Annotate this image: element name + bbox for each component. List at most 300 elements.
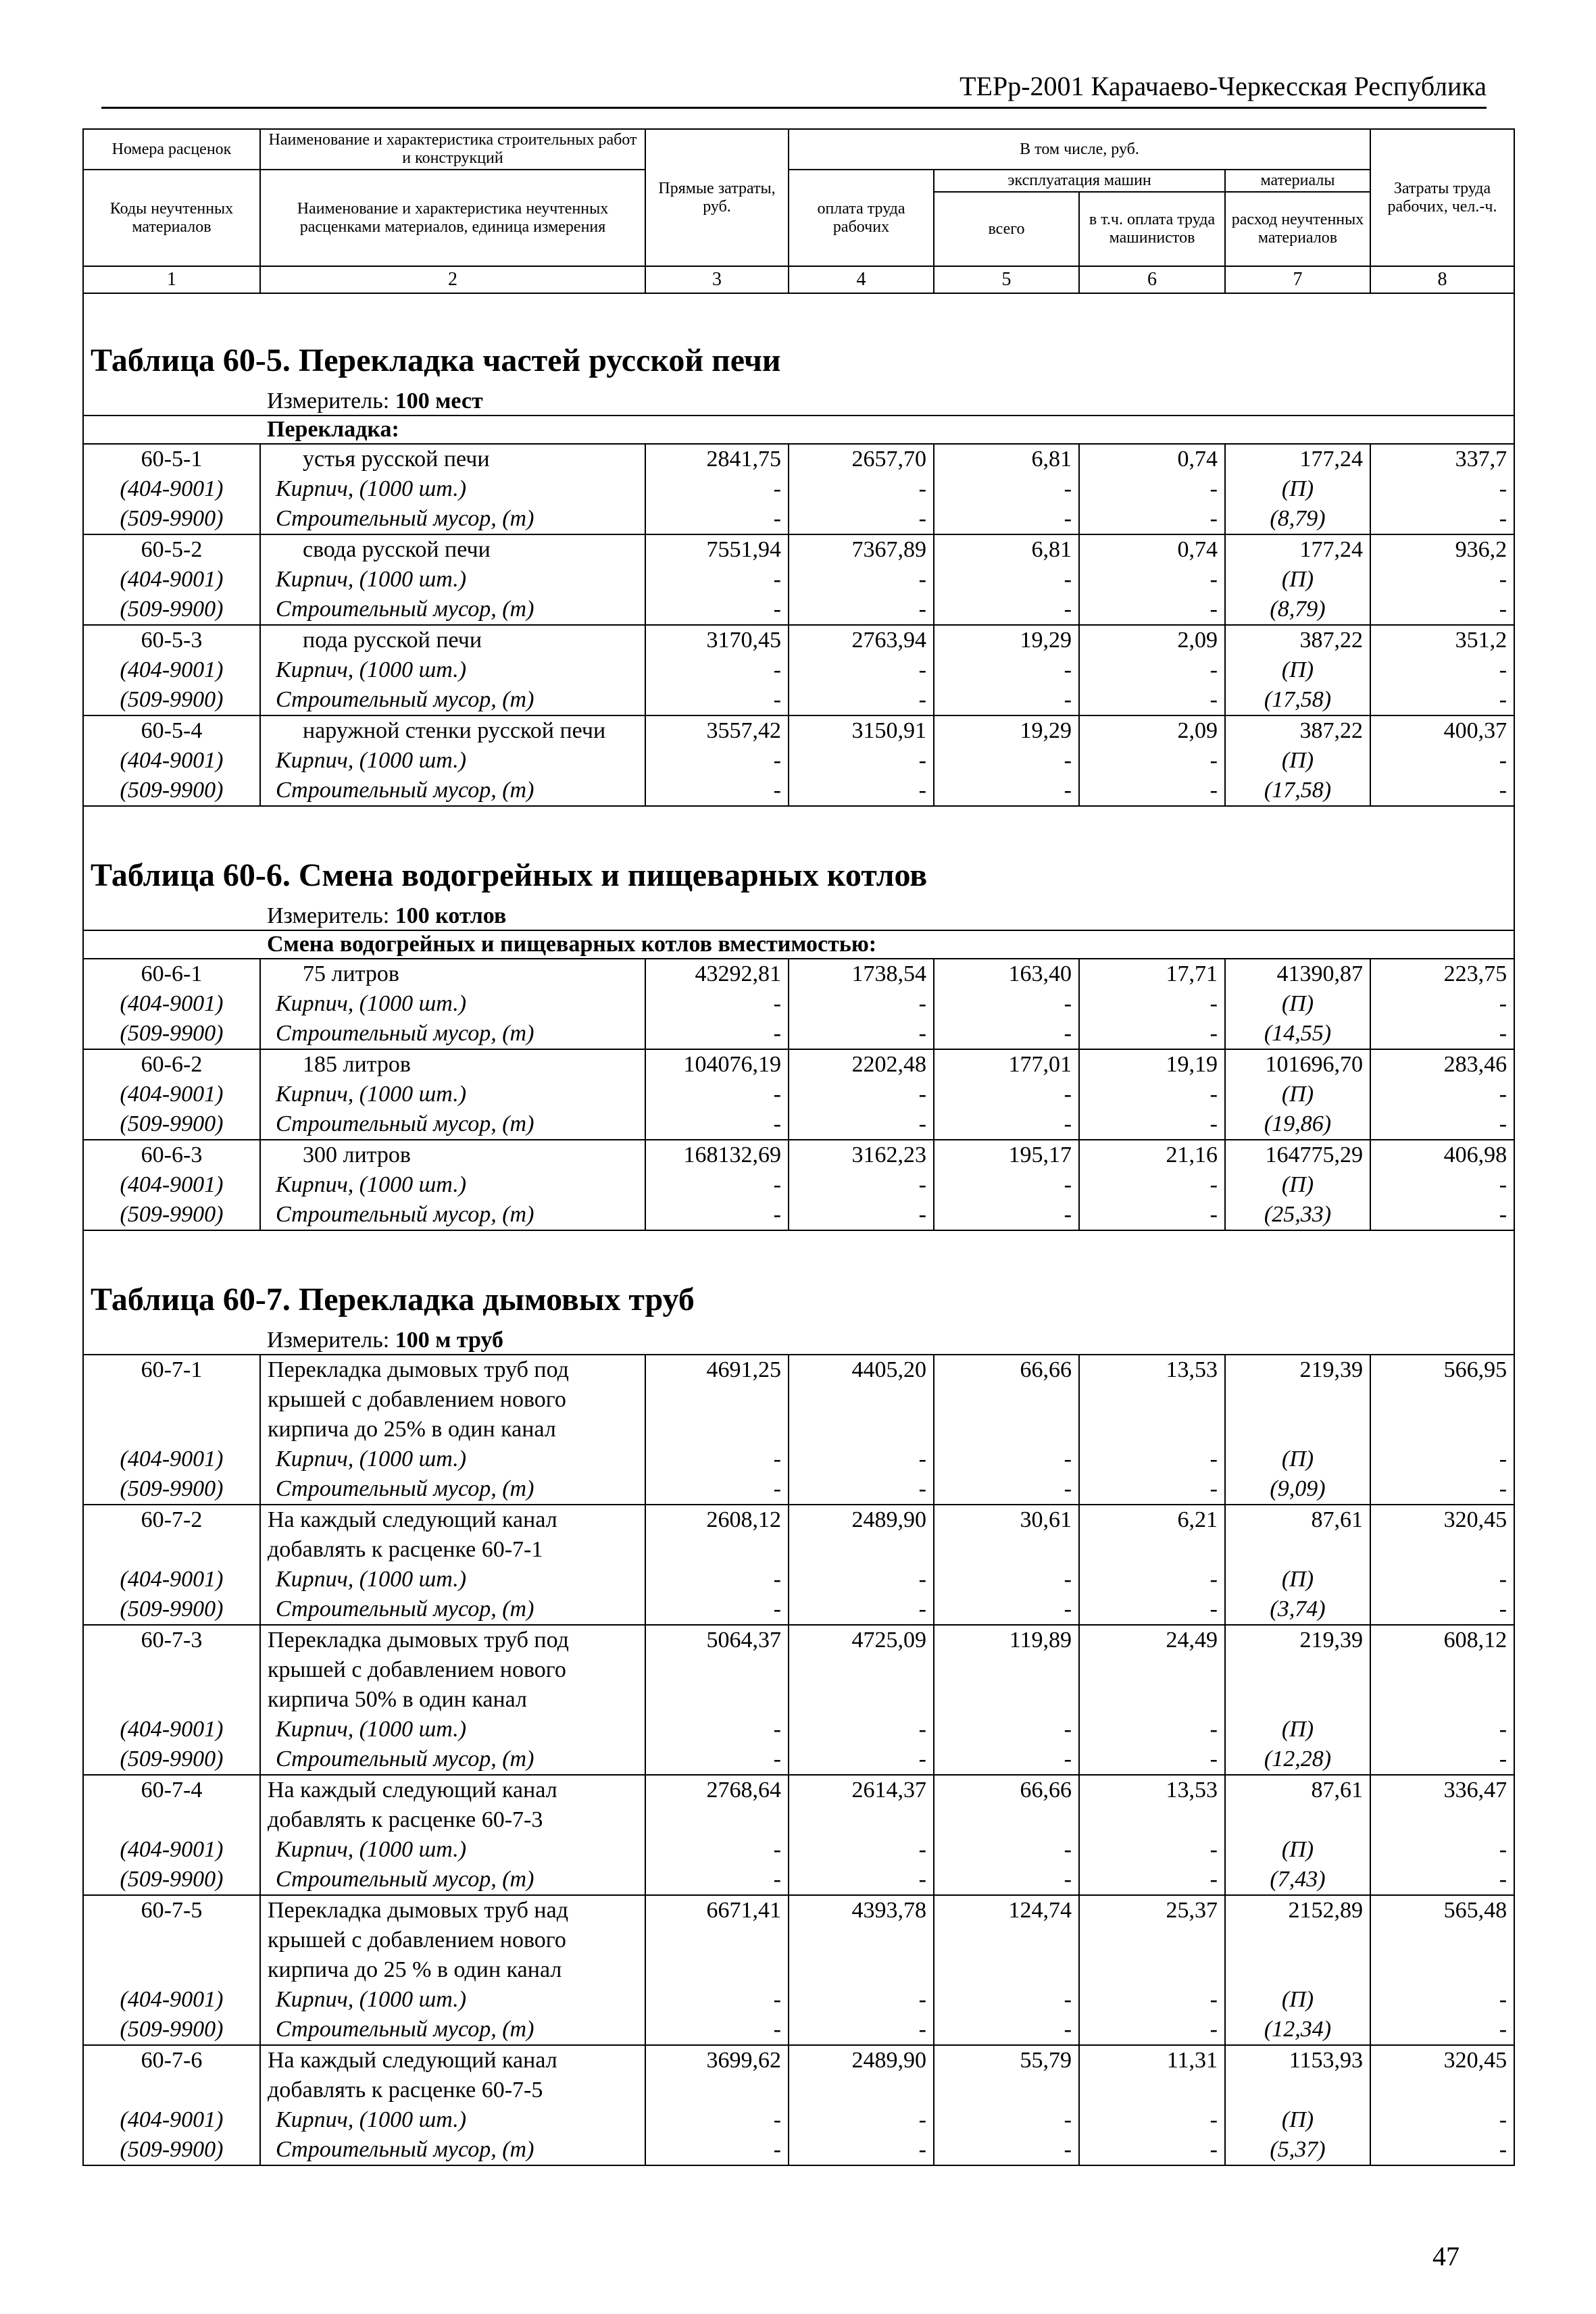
row-c3: - <box>645 474 789 504</box>
row-c4: - <box>789 989 934 1019</box>
row-name: наружной стенки русской печи <box>260 715 645 746</box>
row-c7: (П) <box>1225 655 1370 685</box>
row-c3: - <box>645 655 789 685</box>
row-c8: 337,7 <box>1455 447 1507 472</box>
row-code: (404-9001) <box>83 1835 260 1865</box>
row-c3: - <box>645 1744 789 1775</box>
group-spacer <box>83 416 260 444</box>
row-c4: - <box>789 1835 934 1865</box>
row-c4: 2202,48 <box>789 1049 934 1080</box>
row-c8: - <box>1370 504 1514 534</box>
row-name: Строительный мусор, (т) <box>260 685 645 715</box>
row-c4: - <box>789 474 934 504</box>
row-c8: 320,45 <box>1443 1507 1507 1532</box>
row-c6: - <box>1079 655 1225 685</box>
row-c6: - <box>1079 2015 1225 2045</box>
rate-row <box>83 1775 1514 1835</box>
row-c3: - <box>645 1444 789 1474</box>
row-c5: - <box>934 1565 1079 1594</box>
section-title-row <box>83 1230 1514 1327</box>
row-name: Строительный мусор, (т) <box>260 1474 645 1505</box>
row-c8: 566,95 <box>1443 1357 1507 1382</box>
rate-row <box>83 2045 1514 2105</box>
row-code: 60-7-3 <box>83 1625 260 1715</box>
row-c6: 17,71 <box>1079 959 1225 989</box>
row-c3: 2841,75 <box>645 444 789 474</box>
row-name: Строительный мусор, (т) <box>260 595 645 625</box>
material-row <box>83 2105 1514 2135</box>
row-c6: - <box>1079 1170 1225 1200</box>
material-row <box>83 1715 1514 1744</box>
meter-spacer <box>83 903 260 930</box>
row-c7: (П) <box>1225 474 1370 504</box>
row-c4: - <box>789 595 934 625</box>
material-row <box>83 1474 1514 1505</box>
row-c8: - <box>1370 685 1514 715</box>
row-c7: (3,74) <box>1225 1594 1370 1625</box>
row-name: Строительный мусор, (т) <box>260 504 645 534</box>
row-c6: - <box>1079 1865 1225 1895</box>
row-c7: (7,43) <box>1225 1865 1370 1895</box>
row-c3: - <box>645 989 789 1019</box>
row-c4: - <box>789 504 934 534</box>
row-c8: 565,48 <box>1443 1898 1507 1923</box>
row-name: Строительный мусор, (т) <box>260 2015 645 2045</box>
row-c3: - <box>645 2015 789 2045</box>
group-spacer <box>83 930 260 959</box>
rate-row <box>83 444 1514 474</box>
material-row <box>83 1985 1514 2015</box>
row-c7: (П) <box>1225 565 1370 595</box>
row-c8: 406,98 <box>1443 1142 1507 1167</box>
row-code: 60-6-2 <box>83 1049 260 1080</box>
row-c3: 2608,12 <box>645 1505 789 1565</box>
row-c7: (П) <box>1225 1444 1370 1474</box>
rate-row <box>83 959 1514 989</box>
row-c3: 168132,69 <box>645 1140 789 1170</box>
row-c4: - <box>789 1474 934 1505</box>
row-c8: - <box>1499 2107 1507 2132</box>
row-c3: - <box>645 2135 789 2165</box>
row-c4: - <box>789 1200 934 1230</box>
row-c7: 177,24 <box>1225 444 1370 474</box>
row-c3: - <box>645 1080 789 1109</box>
row-name: На каждый следующий канал добавлять к расценке 60-7-3 <box>260 1775 645 1835</box>
row-name: Кирпич, (1000 шт.) <box>260 1565 645 1594</box>
row-c8: - <box>1370 2135 1514 2165</box>
row-c4: 4393,78 <box>789 1895 934 1985</box>
material-row <box>83 746 1514 776</box>
row-c4: - <box>789 2105 934 2135</box>
row-c8: - <box>1370 2015 1514 2045</box>
row-c7: (П) <box>1225 1715 1370 1744</box>
section-title: Таблица 60-6. Смена водогрейных и пищеварных котлов <box>91 857 928 893</box>
row-code: 60-6-3 <box>83 1140 260 1170</box>
column-index: 3 <box>645 266 789 293</box>
header-index-row <box>83 266 1514 293</box>
row-c4: - <box>789 1865 934 1895</box>
row-code: 60-6-1 <box>83 959 260 989</box>
row-name: Строительный мусор, (т) <box>260 1019 645 1049</box>
meter-value: 100 мест <box>395 388 483 413</box>
row-c6: - <box>1079 1474 1225 1505</box>
row-c4: 2763,94 <box>789 625 934 655</box>
row-c6: 19,19 <box>1079 1049 1225 1080</box>
row-name: 75 литров <box>260 959 645 989</box>
row-c3: 3170,45 <box>645 625 789 655</box>
column-index: 1 <box>83 266 260 293</box>
material-row <box>83 1019 1514 1049</box>
row-c3: 4691,25 <box>645 1355 789 1444</box>
row-name: пода русской печи <box>260 625 645 655</box>
column-index: 7 <box>1225 266 1370 293</box>
material-row <box>83 1565 1514 1594</box>
row-c5: - <box>934 1835 1079 1865</box>
row-c3: - <box>645 504 789 534</box>
column-index: 6 <box>1079 266 1225 293</box>
row-c3: - <box>645 1109 789 1140</box>
row-c4: 4725,09 <box>789 1625 934 1715</box>
row-c8: 283,46 <box>1443 1052 1507 1077</box>
column-index: 2 <box>260 266 645 293</box>
meter-row <box>83 388 1514 416</box>
row-c5: - <box>934 989 1079 1019</box>
material-row <box>83 2135 1514 2165</box>
row-c4: 2489,90 <box>789 1505 934 1565</box>
row-c4: - <box>789 776 934 806</box>
row-c5: - <box>934 2105 1079 2135</box>
meter-value: 100 котлов <box>395 903 507 928</box>
row-c3: - <box>645 1170 789 1200</box>
row-name: Кирпич, (1000 шт.) <box>260 1715 645 1744</box>
row-c4: 3150,91 <box>789 715 934 746</box>
header-work-name: Наименование и характеристика строительных работ и конструкций <box>260 129 645 170</box>
row-c5: - <box>934 1019 1079 1049</box>
row-c7: (17,58) <box>1225 776 1370 806</box>
column-index: 4 <box>789 266 934 293</box>
row-code: (404-9001) <box>83 989 260 1019</box>
row-c7: (П) <box>1225 2105 1370 2135</box>
material-row <box>83 2015 1514 2045</box>
row-c7: 219,39 <box>1225 1355 1370 1444</box>
material-row <box>83 685 1514 715</box>
row-c8: - <box>1370 1474 1514 1505</box>
row-code: (404-9001) <box>83 2105 260 2135</box>
row-name: Кирпич, (1000 шт.) <box>260 2105 645 2135</box>
row-c8: - <box>1499 567 1507 592</box>
row-c8: 608,12 <box>1443 1628 1507 1653</box>
row-name: устья русской печи <box>260 444 645 474</box>
column-index: 8 <box>1370 266 1514 293</box>
row-c8: - <box>1499 1717 1507 1742</box>
row-code: (509-9900) <box>83 2015 260 2045</box>
row-c5: 119,89 <box>934 1625 1079 1715</box>
row-code: (509-9900) <box>83 504 260 534</box>
row-c8: - <box>1499 1082 1507 1107</box>
row-c7: (12,34) <box>1225 2015 1370 2045</box>
section-title: Таблица 60-5. Перекладка частей русской печи <box>91 343 781 378</box>
row-c8: - <box>1370 1594 1514 1625</box>
row-c5: 19,29 <box>934 715 1079 746</box>
row-c4: - <box>789 1715 934 1744</box>
row-c6: - <box>1079 1019 1225 1049</box>
material-row <box>83 1835 1514 1865</box>
row-c8: - <box>1499 657 1507 682</box>
row-c3: - <box>645 1019 789 1049</box>
meter-spacer <box>83 1327 260 1355</box>
material-row <box>83 595 1514 625</box>
row-code: 60-5-4 <box>83 715 260 746</box>
row-code: (404-9001) <box>83 1715 260 1744</box>
row-c6: - <box>1079 685 1225 715</box>
row-c3: - <box>645 1715 789 1744</box>
row-c3: 3557,42 <box>645 715 789 746</box>
meter-row <box>83 903 1514 930</box>
row-code: (404-9001) <box>83 474 260 504</box>
row-c4: 3162,23 <box>789 1140 934 1170</box>
row-c7: (25,33) <box>1225 1200 1370 1230</box>
row-c6: - <box>1079 1594 1225 1625</box>
material-row <box>83 1865 1514 1895</box>
row-c3: 5064,37 <box>645 1625 789 1715</box>
row-c7: (8,79) <box>1225 504 1370 534</box>
rate-row <box>83 1355 1514 1444</box>
rate-row <box>83 1505 1514 1565</box>
row-c4: - <box>789 565 934 595</box>
row-c5: - <box>934 1715 1079 1744</box>
page-number: 47 <box>1432 2241 1460 2271</box>
row-c6: 24,49 <box>1079 1625 1225 1715</box>
row-c7: (19,86) <box>1225 1109 1370 1140</box>
row-c7: (П) <box>1225 746 1370 776</box>
row-code: 60-5-3 <box>83 625 260 655</box>
row-c5: 6,81 <box>934 444 1079 474</box>
row-name: Строительный мусор, (т) <box>260 776 645 806</box>
row-c8: - <box>1499 991 1507 1016</box>
row-c4: - <box>789 2015 934 2045</box>
row-c5: - <box>934 1865 1079 1895</box>
meter <box>260 1327 1514 1355</box>
row-c4: 1738,54 <box>789 959 934 989</box>
row-name: Перекладка дымовых труб под крышей с добавлением нового кирпича до 25% в один канал <box>260 1355 645 1444</box>
row-c7: (П) <box>1225 1080 1370 1109</box>
row-c7: (П) <box>1225 989 1370 1019</box>
row-c6: 13,53 <box>1079 1355 1225 1444</box>
row-c3: - <box>645 2105 789 2135</box>
header-labor: Затраты труда рабочих, чел.-ч. <box>1370 129 1514 266</box>
row-c4: 2489,90 <box>789 2045 934 2105</box>
row-c7: 387,22 <box>1225 715 1370 746</box>
row-c5: 66,66 <box>934 1775 1079 1835</box>
rates-table <box>82 292 1515 2166</box>
row-code: (404-9001) <box>83 1444 260 1474</box>
row-c7: (П) <box>1225 1170 1370 1200</box>
row-c8: - <box>1499 1837 1507 1862</box>
row-name: Кирпич, (1000 шт.) <box>260 746 645 776</box>
row-c4: 2614,37 <box>789 1775 934 1835</box>
row-c3: - <box>645 1565 789 1594</box>
row-c8: 336,47 <box>1443 1778 1507 1803</box>
row-c7: (5,37) <box>1225 2135 1370 2165</box>
row-c4: - <box>789 2135 934 2165</box>
material-row <box>83 565 1514 595</box>
rate-row <box>83 534 1514 565</box>
row-c8: - <box>1499 1567 1507 1592</box>
row-name: Кирпич, (1000 шт.) <box>260 1444 645 1474</box>
row-c4: 4405,20 <box>789 1355 934 1444</box>
row-code: (509-9900) <box>83 595 260 625</box>
row-c7: 41390,87 <box>1225 959 1370 989</box>
meter-label: Измеритель: <box>267 1328 390 1353</box>
row-name: Кирпич, (1000 шт.) <box>260 474 645 504</box>
row-c4: 7367,89 <box>789 534 934 565</box>
row-name: Строительный мусор, (т) <box>260 1865 645 1895</box>
row-name: На каждый следующий канал добавлять к расценке 60-7-5 <box>260 2045 645 2105</box>
row-code: (404-9001) <box>83 1080 260 1109</box>
row-c3: - <box>645 776 789 806</box>
row-name: Кирпич, (1000 шт.) <box>260 989 645 1019</box>
row-c5: - <box>934 1444 1079 1474</box>
row-c6: - <box>1079 776 1225 806</box>
row-c7: (14,55) <box>1225 1019 1370 1049</box>
row-c8: 400,37 <box>1443 718 1507 743</box>
row-c5: - <box>934 595 1079 625</box>
row-c6: 0,74 <box>1079 444 1225 474</box>
row-c6: - <box>1079 989 1225 1019</box>
row-name: Строительный мусор, (т) <box>260 1109 645 1140</box>
row-c8: - <box>1370 1109 1514 1140</box>
material-row <box>83 1200 1514 1230</box>
running-head: ТЕРр-2001 Карачаево-Черкесская Республика <box>101 68 1487 109</box>
rate-row <box>83 1049 1514 1080</box>
row-code: (509-9900) <box>83 1474 260 1505</box>
row-c8: - <box>1370 595 1514 625</box>
material-row <box>83 1444 1514 1474</box>
row-c4: - <box>789 1444 934 1474</box>
row-name: Кирпич, (1000 шт.) <box>260 565 645 595</box>
row-code: (509-9900) <box>83 1019 260 1049</box>
row-c7: (П) <box>1225 1565 1370 1594</box>
meter-label: Измеритель: <box>267 388 390 413</box>
row-c8: - <box>1499 748 1507 773</box>
row-code: (404-9001) <box>83 1565 260 1594</box>
row-c7: (П) <box>1225 1985 1370 2015</box>
column-header-table <box>82 128 1515 294</box>
row-c5: - <box>934 504 1079 534</box>
row-c7: (17,58) <box>1225 685 1370 715</box>
row-c5: 55,79 <box>934 2045 1079 2105</box>
material-row <box>83 776 1514 806</box>
row-c6: - <box>1079 2105 1225 2135</box>
row-c4: - <box>789 1080 934 1109</box>
row-code: (404-9001) <box>83 746 260 776</box>
row-c8: - <box>1499 476 1507 501</box>
row-c4: - <box>789 1565 934 1594</box>
column-index: 5 <box>934 266 1079 293</box>
row-code: 60-7-5 <box>83 1895 260 1985</box>
group-row <box>83 930 1514 959</box>
row-name: свода русской печи <box>260 534 645 565</box>
row-c8: - <box>1499 1987 1507 2012</box>
row-name: Строительный мусор, (т) <box>260 1744 645 1775</box>
meter-value: 100 м труб <box>395 1328 503 1353</box>
row-name: Строительный мусор, (т) <box>260 2135 645 2165</box>
row-c6: - <box>1079 746 1225 776</box>
header-machines: эксплуатация машин <box>934 170 1225 192</box>
row-c8: - <box>1499 1172 1507 1197</box>
row-code: (509-9900) <box>83 1744 260 1775</box>
row-code: (509-9900) <box>83 2135 260 2165</box>
row-c6: - <box>1079 1200 1225 1230</box>
section-title-row <box>83 292 1514 388</box>
row-c5: 6,81 <box>934 534 1079 565</box>
row-c5: 195,17 <box>934 1140 1079 1170</box>
material-row <box>83 474 1514 504</box>
row-c5: - <box>934 1985 1079 2015</box>
header-materials-unaccounted: расход неучтенных материалов <box>1225 192 1370 266</box>
row-c4: - <box>789 746 934 776</box>
row-c6: - <box>1079 1444 1225 1474</box>
row-c5: - <box>934 565 1079 595</box>
row-code: (509-9900) <box>83 1865 260 1895</box>
row-c7: 177,24 <box>1225 534 1370 565</box>
row-c3: 7551,94 <box>645 534 789 565</box>
row-code: (404-9001) <box>83 1170 260 1200</box>
row-c7: (8,79) <box>1225 595 1370 625</box>
meter <box>260 903 1514 930</box>
row-name: 185 литров <box>260 1049 645 1080</box>
row-c3: - <box>645 1985 789 2015</box>
row-name: Строительный мусор, (т) <box>260 1594 645 1625</box>
row-c6: 6,21 <box>1079 1505 1225 1565</box>
row-c5: - <box>934 1080 1079 1109</box>
row-c7: (12,28) <box>1225 1744 1370 1775</box>
row-c6: - <box>1079 504 1225 534</box>
row-c7: 164775,29 <box>1225 1140 1370 1170</box>
row-name: Кирпич, (1000 шт.) <box>260 1835 645 1865</box>
meter-label: Измеритель: <box>267 903 390 928</box>
row-c5: - <box>934 2135 1079 2165</box>
row-c7: 387,22 <box>1225 625 1370 655</box>
header-material-name: Наименование и характеристика неучтенных расценками материалов, единица измерения <box>260 170 645 266</box>
row-c5: - <box>934 655 1079 685</box>
row-c5: 30,61 <box>934 1505 1079 1565</box>
row-c5: - <box>934 1200 1079 1230</box>
row-c7: 87,61 <box>1225 1505 1370 1565</box>
group-row <box>83 416 1514 444</box>
row-c5: - <box>934 1170 1079 1200</box>
meter <box>260 388 1514 416</box>
row-c6: - <box>1079 1109 1225 1140</box>
row-c4: 2657,70 <box>789 444 934 474</box>
row-c4: - <box>789 1109 934 1140</box>
row-code: 60-5-2 <box>83 534 260 565</box>
section-title-row <box>83 806 1514 903</box>
header-rate-number: Номера расценок <box>83 129 260 170</box>
row-c4: - <box>789 1170 934 1200</box>
row-code: (509-9900) <box>83 1594 260 1625</box>
row-c3: - <box>645 685 789 715</box>
row-c7: 101696,70 <box>1225 1049 1370 1080</box>
row-name: Кирпич, (1000 шт.) <box>260 1985 645 2015</box>
row-c5: - <box>934 474 1079 504</box>
material-row <box>83 504 1514 534</box>
row-c8: - <box>1370 776 1514 806</box>
row-c3: 43292,81 <box>645 959 789 989</box>
row-c7: (9,09) <box>1225 1474 1370 1505</box>
header-machines-wages: в т.ч. оплата труда машинистов <box>1079 192 1225 266</box>
row-code: (509-9900) <box>83 1109 260 1140</box>
